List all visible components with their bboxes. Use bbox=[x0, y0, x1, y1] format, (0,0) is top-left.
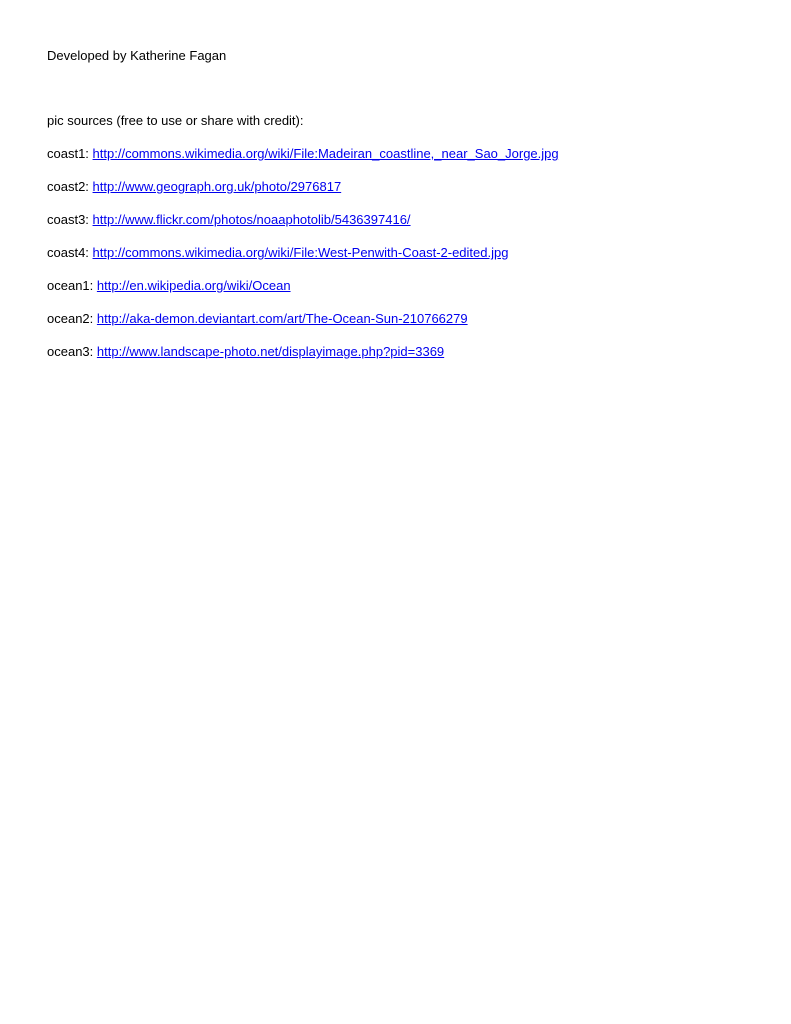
source-link-coast3[interactable]: http://www.flickr.com/photos/noaaphotolib/5436397416/ bbox=[92, 212, 411, 227]
source-label: coast4: bbox=[47, 245, 89, 260]
source-item-ocean3 bbox=[47, 344, 559, 377]
source-label: coast3: bbox=[47, 212, 89, 227]
source-label: ocean2: bbox=[47, 311, 94, 326]
sources-list bbox=[47, 146, 559, 377]
source-label: ocean3: bbox=[47, 344, 94, 359]
sources-heading: pic sources (free to use or share with credit): bbox=[47, 113, 304, 128]
source-link-coast1[interactable]: http://commons.wikimedia.org/wiki/File:Madeiran_coastline,_near_Sao_Jorge.jpg bbox=[92, 146, 559, 161]
source-link-coast2[interactable]: http://www.geograph.org.uk/photo/2976817 bbox=[92, 179, 342, 194]
source-link-ocean2[interactable]: http://aka-demon.deviantart.com/art/The-Ocean-Sun-210766279 bbox=[96, 311, 468, 326]
source-item-ocean1 bbox=[47, 278, 559, 311]
source-item-ocean2 bbox=[47, 311, 559, 344]
source-link-coast4[interactable]: http://commons.wikimedia.org/wiki/File:West-Penwith-Coast-2-edited.jpg bbox=[92, 245, 509, 260]
source-label: coast1: bbox=[47, 146, 89, 161]
source-item-coast2 bbox=[47, 179, 559, 212]
source-item-coast1 bbox=[47, 146, 559, 179]
source-label: ocean1: bbox=[47, 278, 94, 293]
source-link-ocean3[interactable]: http://www.landscape-photo.net/displayimage.php?pid=3369 bbox=[96, 344, 445, 359]
source-item-coast3 bbox=[47, 212, 559, 245]
source-label: coast2: bbox=[47, 179, 89, 194]
source-item-coast4 bbox=[47, 245, 559, 278]
author-credit: Developed by Katherine Fagan bbox=[47, 48, 227, 63]
source-link-ocean1[interactable]: http://en.wikipedia.org/wiki/Ocean bbox=[96, 278, 291, 293]
